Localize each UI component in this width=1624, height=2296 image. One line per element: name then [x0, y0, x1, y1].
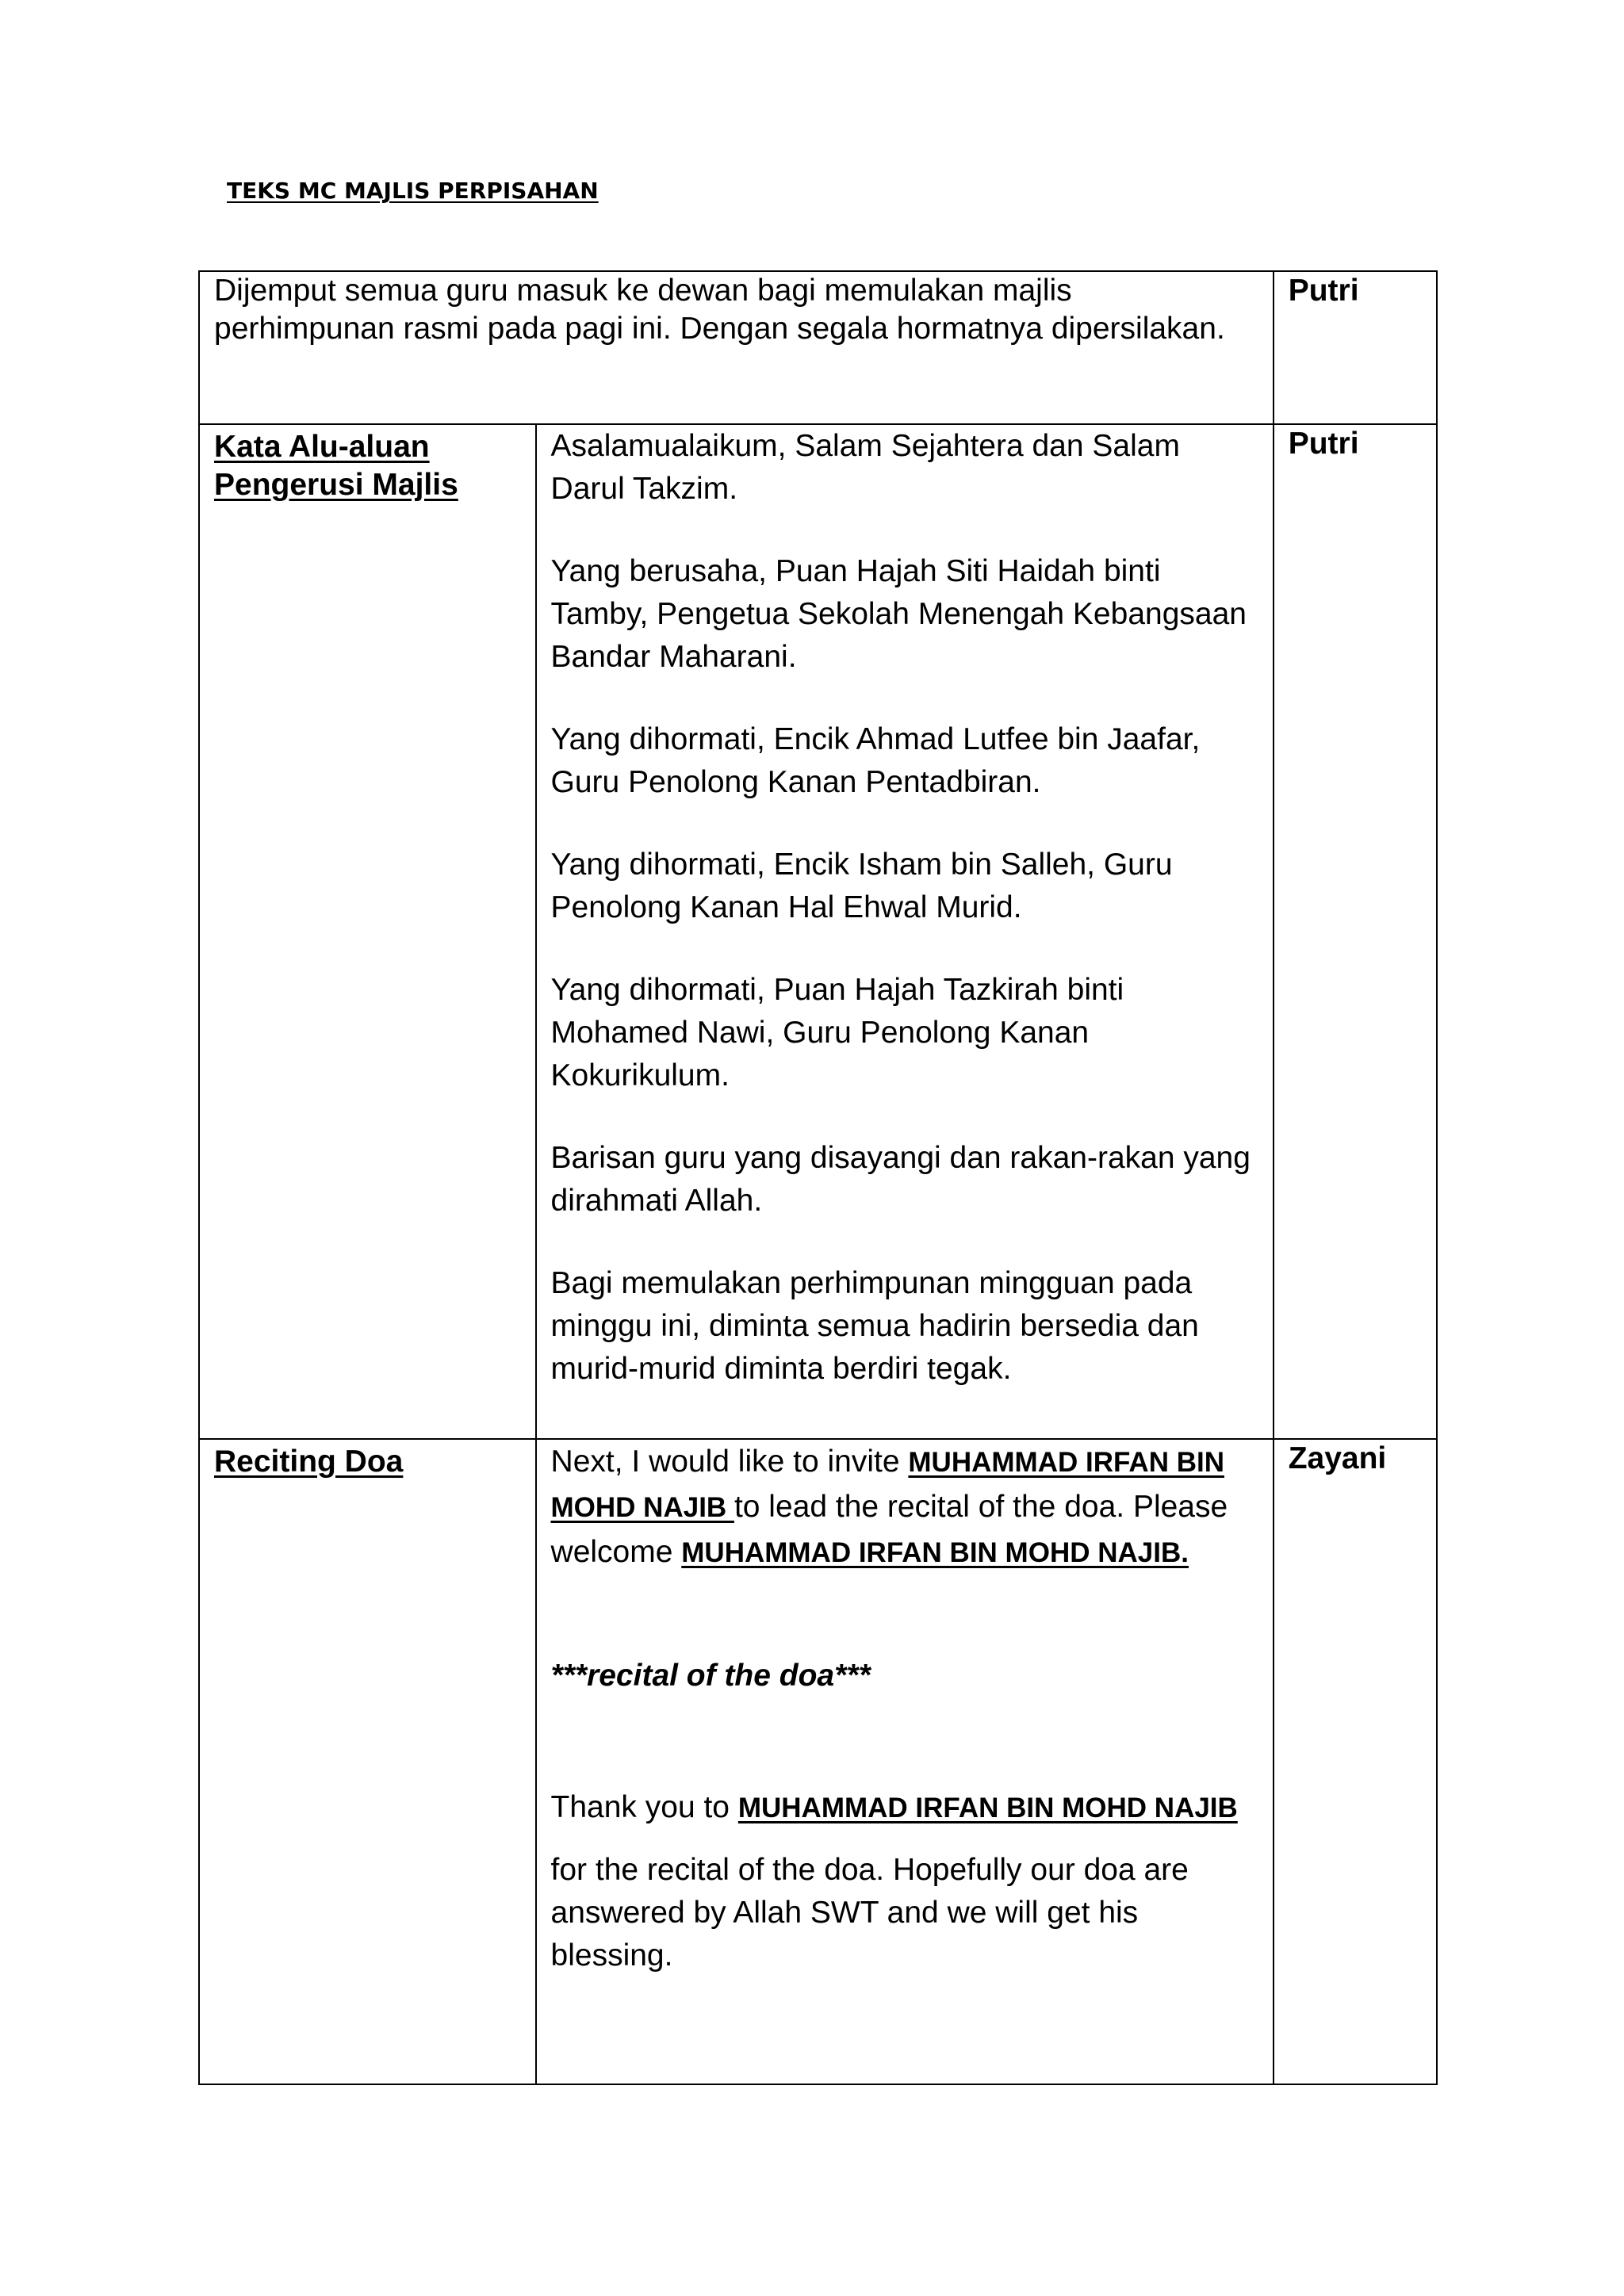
reciting-doa-label: Reciting Doa	[214, 1445, 404, 1479]
doa-invite-paragraph	[551, 1440, 1258, 1575]
kata-alu-aluan-label-line1: Kata Alu-aluan	[214, 430, 430, 464]
doa-invite-name: MUHAMMAD IRFAN BIN MOHD NAJIB	[550, 1447, 1224, 1523]
doa-invite-suffix: to lead the recital of the doa. Please welcome	[550, 1490, 1228, 1569]
gpk-pentadbiran-paragraph: Yang dihormati, Encik Ahmad Lutfee bin Jaafar, Guru Penolong Kanan Pentadbiran.	[550, 722, 1201, 799]
intro-row	[199, 271, 1437, 424]
doa-invite-prefix: Next, I would like to invite	[550, 1445, 909, 1479]
pengetua-paragraph: Yang berusaha, Puan Hajah Siti Haidah binti Tamby, Pengetua Sekolah Menengah Kebangsaan Bandar Maharani.	[550, 554, 1247, 674]
intro-text: Dijemput semua guru masuk ke dewan bagi memulakan majlis perhimpunan rasmi pada pagi ini. Dengan segala hormatnya dipersilakan.	[214, 274, 1225, 346]
doa-welcome-name: MUHAMMAD IRFAN BIN MOHD NAJIB.	[681, 1537, 1189, 1568]
doa-closing-paragraph: for the recital of the doa. Hopefully our doa are answered by Allah SWT and we will get his blessing.	[550, 1853, 1189, 1973]
kata-alu-aluan-speaker-cell	[1274, 424, 1437, 1439]
barisan-guru-paragraph: Barisan guru yang disayangi dan rakan-rakan yang dirahmati Allah.	[550, 1141, 1251, 1218]
kata-alu-aluan-content-cell	[536, 424, 1274, 1439]
reciting-doa-speaker: Zayani	[1288, 1441, 1387, 1475]
intro-speaker: Putri	[1288, 274, 1359, 308]
document-title: TEKS MC MAJLIS PERPISAHAN	[227, 178, 599, 204]
kata-alu-aluan-speaker: Putri	[1288, 427, 1359, 461]
reciting-doa-row	[199, 1439, 1437, 2084]
reciting-doa-speaker-cell	[1274, 1439, 1437, 2084]
kata-alu-aluan-label-line2: Pengerusi Majlis	[214, 468, 458, 502]
greeting-paragraph: Asalamualaikum, Salam Sejahtera dan Salam Darul Takzim.	[550, 429, 1180, 506]
intro-speaker-cell	[1274, 271, 1437, 424]
kata-alu-aluan-label-cell	[199, 424, 536, 1439]
gpk-kokurikulum-paragraph: Yang dihormati, Puan Hajah Tazkirah binti Mohamed Nawi, Guru Penolong Kanan Kokurikulum.	[550, 973, 1124, 1093]
opening-instruction-paragraph: Bagi memulakan perhimpunan mingguan pada minggu ini, diminta semua hadirin bersedia dan murid-murid diminta berdiri tegak.	[550, 1266, 1199, 1386]
doa-thanks-paragraph	[551, 1786, 1258, 1830]
kata-alu-aluan-label	[214, 428, 521, 504]
doa-thanks-name: MUHAMMAD IRFAN BIN MOHD NAJIB	[737, 1793, 1238, 1823]
doa-recital-note: ***recital of the doa***	[550, 1659, 871, 1693]
gpk-hem-paragraph: Yang dihormati, Encik Isham bin Salleh, Guru Penolong Kanan Hal Ehwal Murid.	[550, 848, 1173, 924]
reciting-doa-label-cell	[199, 1439, 536, 2084]
intro-cell	[199, 271, 1274, 424]
doa-thanks-prefix: Thank you to	[550, 1790, 738, 1824]
kata-alu-aluan-row	[199, 424, 1437, 1439]
reciting-doa-content-cell	[536, 1439, 1274, 2084]
mc-script-table	[198, 270, 1438, 2085]
